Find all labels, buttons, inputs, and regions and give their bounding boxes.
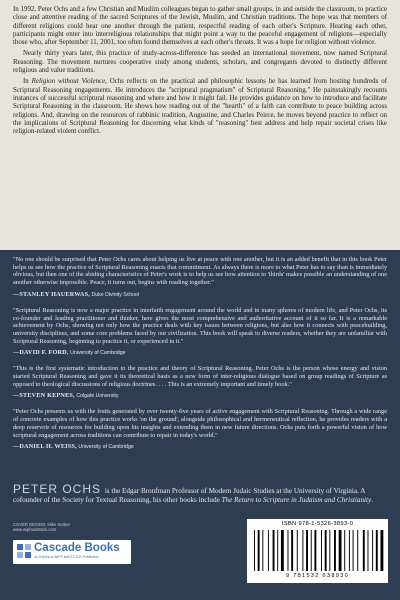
endorsement-quote: "Peter Ochs presents us with the fruits generated by over twenty-five years of active engagement with Scriptural Reasoning. Through a wide range of concrete examples of how this practice works 'on the ground', alongside philosophical and hermeneutical reflection, he provides readers with a deep reservoir of resources for building upon his insights and extending them in new future directions. Ochs puts forth a powerful vision of how scriptural engagement across traditions can contribute to repair in today's world." [13, 408, 387, 439]
publisher-name: Cascade Books [34, 542, 120, 554]
barcode-box [247, 519, 388, 583]
endorser-name: —STANLEY HAUERWAS, [13, 290, 90, 298]
endorser-name: —STEVEN KEPNES, [13, 392, 75, 400]
endorsement-quote: "No one should be surprised that Peter Ochs cares about helping us live at peace with one another, but it is an added benefit that in this book Peter helps us see how the practice of Scriptural Reasoning enacts that commitment. As always there is more to what Peter has to say than is immediately obvious, but then one of the abiding characteristics of Peter's work is to help us see how attention to 'thirds' makes possible an understanding of one another otherwise impossible. Peace, it turns out, begins with reading together." [13, 256, 387, 287]
endorsement [13, 408, 387, 450]
endorsement-quote: "This is the first systematic introduction to the practice and theory of Scriptural Reasoning. Peter Ochs is the person whose energy and vision started Scriptural Reasoning and gave it its theoretical basis as a new form of inter-religious dialogue based on group readings of Scripture as opposed to theological discussions of religious doctrines. . . . This is an extremely important and timely book." [13, 365, 387, 388]
author-bio: PETER OCHS is the Edgar Bronfman Professor of Modern Judaic Studies at the University of Virginia. A cofounder of the Society for Textual Reasoning, his other books include The Return to Scripture in Judaism and Christianity. [13, 482, 374, 504]
publisher-website: www.wipfandstock.com [13, 527, 57, 533]
cascade-logo-icon [17, 544, 31, 558]
endorser-affiliation: University of Cambridge [70, 350, 126, 357]
endorser-affiliation: Duke Divinity School [91, 291, 140, 298]
publisher-logo [13, 540, 131, 564]
endorsement-quote: "Scriptural Reasoning is now a major practice in interfaith engagement around the world and in many spheres of modern life, and Peter Ochs, its co-founder and leading practitioner and thinker, here gives the most comprehensive and authoritative account of it so far. It is a remarkable achievement by Ochs, showing not only how the practice deals with key issues between religions, but also how it connects with peacebuilding, university disciplines, and some core problems faced by our civilization. This book will speak to diverse readers, whether they are unfamiliar with Scriptural Reasoning, beginning to practice it, or experienced in it." [13, 306, 387, 345]
cover-design-credit: COVER DESIGN: Mike Surber [13, 522, 71, 527]
endorsement [13, 256, 387, 298]
author-books: The Return to Scripture in Judaism and Christianity [221, 496, 372, 504]
barcode-digits: 9 781532 638930 [285, 573, 350, 579]
endorser-name: —DANIEL H. WEISS, [13, 443, 77, 451]
endorsement [13, 365, 387, 399]
isbn-label: ISBN 978-1-5326-3893-0 [281, 521, 354, 527]
endorsement [13, 307, 387, 357]
cover-credits [13, 522, 70, 533]
barcode-icon [250, 530, 385, 572]
endorsement-attribution [13, 392, 387, 399]
endorser-affiliation: University of Cambridge [78, 444, 134, 451]
endorsement-attribution [13, 349, 387, 356]
publisher-imprint: An Imprint of WIPF and STOCK Publishers [34, 555, 99, 559]
book-title: Religion without Violence [31, 78, 106, 86]
endorser-affiliation: Colgate University [76, 393, 119, 400]
description-panel [0, 0, 400, 250]
description-paragraph: In Religion without Violence, Ochs reflects on the practical and philosophic lessons he has learned from hosting hundreds of Scriptural Reasoning engagements. He introduces the "scriptural pragmatism" of Scriptural Reasoning." He painstakingly recounts instances of successful scriptural reasoning and where and how it might fail. He provides guidance on how to introduce and facilitate Scriptural Reasoning in the classroom. He shows how reading out of the "hearth" of a faith can contribute to peace building across religions. And, drawing on the resources of rabbinic tradition, Augustine, and Charles Peirce, he moves beyond practice to reflect on the implications of Scriptural Reasoning for discerning what kinds of "reasoning" best address and help repair societal crises like religion-related violent conflict. [13, 78, 387, 136]
author-name: PETER OCHS [13, 482, 102, 496]
description-paragraph: Nearly thirty years later, this practice of study-across-difference has seeded an international movement, now named Scriptural Reasoning. The movement nurtures cooperative study among students, scholars, and congregants devoted to distinctly different religious and value traditions. [13, 50, 387, 75]
endorsement-attribution [13, 443, 387, 450]
endorsement-attribution [13, 291, 387, 298]
endorsements [13, 256, 387, 459]
endorser-name: —DAVID F. FORD, [13, 349, 69, 357]
description-paragraph: In 1992, Peter Ochs and a few Christian and Muslim colleagues began to gather small groups, in and outside the classroom, to practice close and attentive reading of the sacred Scriptures of the Jewish, Muslim, and Christian traditions. The hope was that members of different religions could hear one another through the patient, respectful reading of each other's Scripture. Hearing each other, participants might enter into interreligious relationships that might point a way to the peaceful engagement of religions—especially those who, after September 11, 2001, too often found themselves at each other's throats. It was a hope for religion without violence. [13, 6, 387, 47]
